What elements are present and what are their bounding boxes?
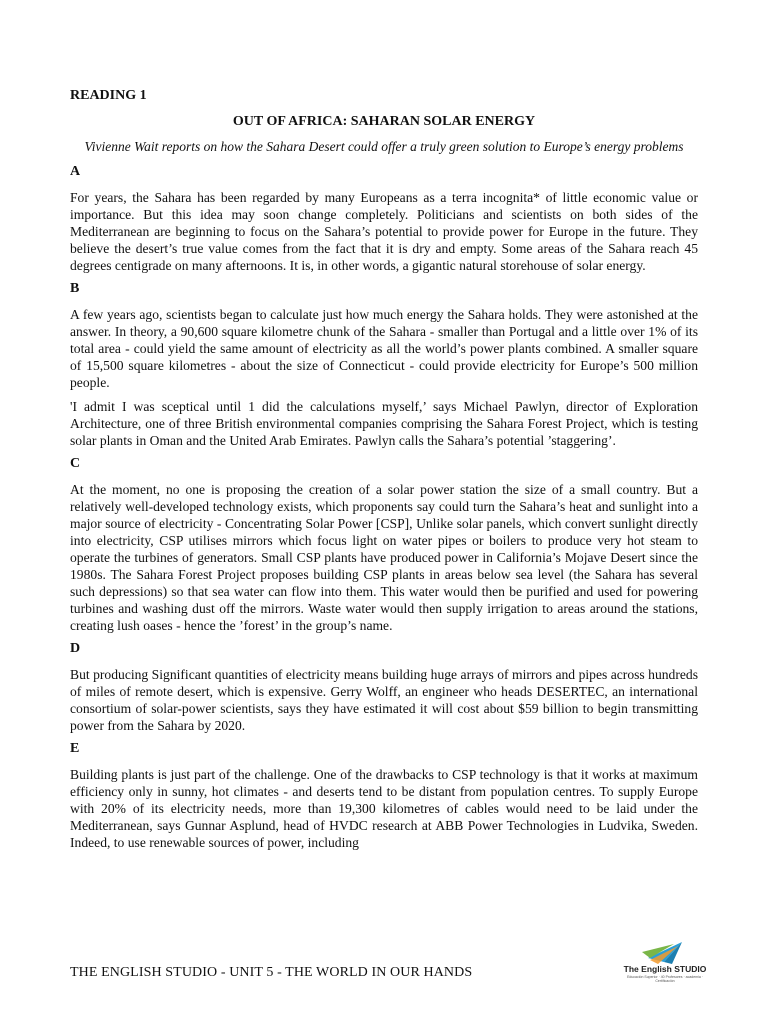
footer-text: THE ENGLISH STUDIO - UNIT 5 - THE WORLD IN OUR HANDS (70, 965, 473, 980)
section-letter-a: A (70, 164, 81, 179)
paragraph: A few years ago, scientists began to calculate just how much energy the Sahara holds. They were astonished at the answer. In theory, a 90,600 square kilometre chunk of the Sahara - smaller than Portugal and a little over 1% of its total area - could yield the same amount of electricity as all the world’s power plants combined. A smaller square of 15,500 square kilometres - about the size of Connecticut - could provide electricity for Europe’s 500 million people. (70, 307, 698, 390)
article-subtitle: Vivienne Wait reports on how the Sahara Desert could offer a truly green solution to Europe’s energy problems (84, 139, 684, 154)
paragraph: 'I admit I was sceptical until 1 did the calculations myself,’ says Michael Pawlyn, director of Exploration Architecture, one of three British environmental companies comprising the Sahara Forest Project, which is testing solar plants in Oman and the United Arab Emirates. Pawlyn calls the Sahara’s potential ’staggering’. (70, 399, 698, 448)
logo-name: The English STUDIO (623, 964, 707, 974)
paragraph: For years, the Sahara has been regarded by many Europeans as a terra incognita* of little economic value or importance. But this idea may soon change completely. Politicians and scientists on both sides of the Mediterranean are beginning to focus on the Sahara’s potential to provide power for Europe in the future. They believe the desert’s true value comes from the fact that it is dry and empty. Some areas of the Sahara reach 45 degrees centigrade on many afternoons. It is, in other words, a gigantic natural storehouse of solar energy. (70, 190, 698, 273)
english-studio-logo (620, 938, 710, 984)
section-letter-b: B (70, 281, 80, 296)
paragraph: At the moment, no one is proposing the creation of a solar power station the size of a small country. But a relatively well-developed technology exists, which proponents say could turn the Sahara’s heat and sunlight into a major source of electricity - Concentrating Solar Power [CSP], Unlike solar panels, which convert sunlight directly into electricity, CSP utilises mirrors which focus light on water pipes or boilers to produce very hot steam to operate the turbines of generators. Small CSP plants have produced power in California’s Mojave Desert since the 1980s. The Sahara Forest Project proposes building CSP plants in areas below sea level (the Sahara has several such depressions) so that sea water can flow into them. This water would then be purified and used for powering turbines and washing dust off the mirrors. Waste water would then supply irrigation to areas around the stations, creating lush oases - hence the ’forest’ in the group’s name. (70, 482, 698, 633)
section-letter-d: D (70, 641, 81, 656)
paper-plane-icon (620, 938, 710, 966)
paragraph: But producing Significant quantities of electricity means building huge arrays of mirrors and pipes across hundreds of miles of remote desert, which is expensive. Gerry Wolff, an engineer who heads DESERTEC, an international consortium of solar-power scientists, says they have estimated it will cost about $59 billion to begin transmitting power from the Sahara by 2020. (70, 667, 698, 733)
section-letter-e: E (70, 741, 80, 756)
article-body (70, 164, 698, 851)
reading-page (70, 88, 698, 858)
reading-label: READING 1 (70, 88, 147, 103)
section-letter-c: C (70, 456, 81, 471)
logo-tagline: Educación Superior · 40 Profesores · academia · Certificación (627, 975, 703, 983)
paragraph: Building plants is just part of the challenge. One of the drawbacks to CSP technology is that it works at maximum efficiency only in sunny, hot climates - and deserts tend to be distant from population centres. To supply Europe with 20% of its electricity needs, more than 19,300 kilometres of cables would need to be laid under the Mediterranean, says Gunnar Asplund, head of HVDC research at ABB Power Technologies in Ludvika, Sweden. Indeed, to use renewable sources of power, including (70, 767, 698, 850)
article-title: OUT OF AFRICA: SAHARAN SOLAR ENERGY (232, 114, 536, 129)
